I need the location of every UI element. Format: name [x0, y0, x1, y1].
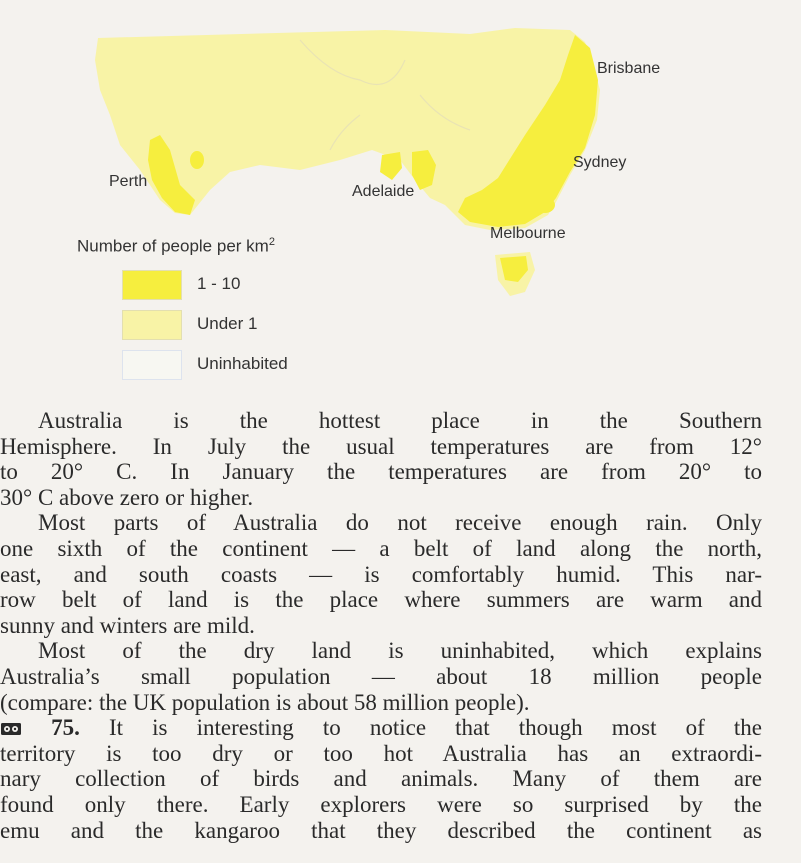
- text-line: Most of the dry land is uninhabited, which explains: [38, 638, 762, 664]
- city-label-adelaide: Adelaide: [352, 183, 415, 200]
- text-line: found only there. Early explorers were so surprised by the: [0, 791, 762, 817]
- legend-label-uninhabited: Uninhabited: [197, 354, 288, 373]
- text-line: east, and south coasts — is comfortably humid. This nar-: [0, 561, 762, 587]
- text-line: territory is too dry or too hot Australia has an extraordi-: [0, 740, 762, 766]
- city-label-brisbane: Brisbane: [597, 60, 661, 77]
- map-region-1-10-vic: [535, 197, 555, 213]
- exercise-number: 75.: [51, 715, 80, 741]
- text-line: row belt of land is the place where summers are warm and: [0, 587, 762, 613]
- text-line: one sixth of the continent — a belt of land along the north,: [0, 535, 762, 561]
- text-line: (compare: the UK population is about 58 million people).: [0, 689, 530, 715]
- text-line: Australia is the hottest place in the Southern: [38, 408, 762, 433]
- map-region-1-10-patch: [190, 151, 204, 169]
- text-line: emu and the kangaroo that they described the continent as: [0, 817, 762, 843]
- city-label-sydney: Sydney: [573, 154, 627, 171]
- audio-tape-icon: [0, 722, 22, 736]
- text-line: Most parts of Australia do not receive enough rain. Only: [38, 510, 762, 536]
- text-line: It is interesting to notice that though most of the: [109, 715, 763, 741]
- text-line: Australia’s small population — about 18 million people: [0, 663, 762, 689]
- map-region-1-10-adelaide: [380, 152, 402, 180]
- text-line: nary collection of birds and animals. Many of them are: [0, 766, 762, 792]
- legend-swatch-uninhabited: [122, 350, 182, 380]
- city-label-melbourne: Melbourne: [490, 225, 566, 242]
- body-text: [0, 408, 762, 843]
- text-line: 30° C above zero or higher.: [0, 484, 254, 510]
- legend-label-under-1: Under 1: [197, 314, 258, 333]
- text-line: Hemisphere. In July the usual temperatures are from 12°: [0, 433, 762, 459]
- city-label-perth: Perth: [109, 173, 148, 190]
- legend-swatch-under-1: [122, 310, 182, 340]
- text-line: sunny and winters are mild.: [0, 612, 255, 638]
- text-line: to 20° C. In January the temperatures are from 20° to: [0, 459, 762, 485]
- exercise-line: [0, 715, 762, 741]
- legend-label-1-10: 1 - 10: [197, 274, 241, 293]
- legend-swatch-1-10: [122, 270, 182, 300]
- legend-title: Number of people per $km^2$: [77, 236, 275, 256]
